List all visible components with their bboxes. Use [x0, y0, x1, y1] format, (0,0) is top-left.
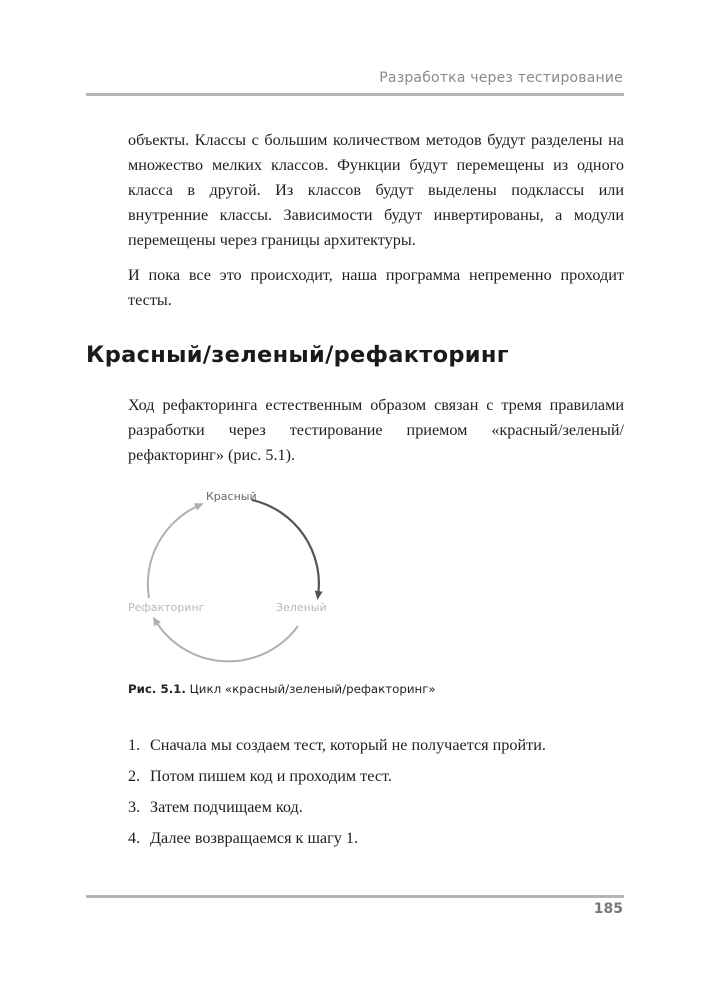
paragraph-2: И пока все это происходит, наша программа непременно проходит тесты. — [128, 266, 624, 309]
section-heading: Красный/зеленый/рефакторинг — [86, 342, 509, 368]
paragraph-3: Ход рефакторинга естественным образом связан с тремя правилами разработки через тестирование приемом «красный/зеленый/рефакторинг» (рис. 5.1). — [128, 396, 624, 464]
figure-caption — [128, 682, 436, 696]
cycle-figure — [100, 480, 360, 680]
list-item — [128, 826, 546, 857]
arc-green-to-refactor — [155, 620, 298, 661]
running-head: Разработка через тестирование — [379, 70, 623, 86]
top-rule — [86, 93, 624, 96]
list-item-number: 4. — [128, 829, 141, 847]
list-item — [128, 733, 546, 764]
label-green: Зеленый — [276, 601, 327, 614]
page-number: 185 — [593, 901, 623, 917]
list-item-number: 1. — [128, 736, 141, 754]
label-red: Красный — [206, 490, 257, 503]
caption-text: Цикл «красный/зеленый/рефакторинг» — [189, 682, 436, 696]
paragraph-1: объекты. Классы с большим количеством методов будут разделены на множество мелких классов. Функции будут перемещены из одного класса в другой. Из классов будут выделены подклассы или внутренние классы. Зависимости будут инвертированы, а модули перемещены через границы архитектуры. — [128, 131, 624, 249]
list-item-text: Затем подчищаем код. — [150, 798, 303, 816]
label-refactor: Рефакторинг — [128, 601, 205, 614]
list-item-text: Сначала мы создаем тест, который не получается пройти. — [150, 736, 546, 754]
arc-refactor-to-red — [148, 505, 200, 598]
steps-list — [128, 733, 546, 857]
list-item — [128, 795, 546, 826]
arc-red-to-green — [252, 500, 319, 596]
list-item-number: 3. — [128, 798, 141, 816]
bottom-rule — [86, 895, 624, 898]
cycle-diagram — [100, 480, 360, 680]
caption-prefix: Рис. 5.1. — [128, 682, 186, 696]
list-item — [128, 764, 546, 795]
list-item-text: Далее возвращаемся к шагу 1. — [150, 829, 359, 847]
list-item-number: 2. — [128, 767, 141, 785]
list-item-text: Потом пишем код и проходим тест. — [150, 767, 392, 785]
